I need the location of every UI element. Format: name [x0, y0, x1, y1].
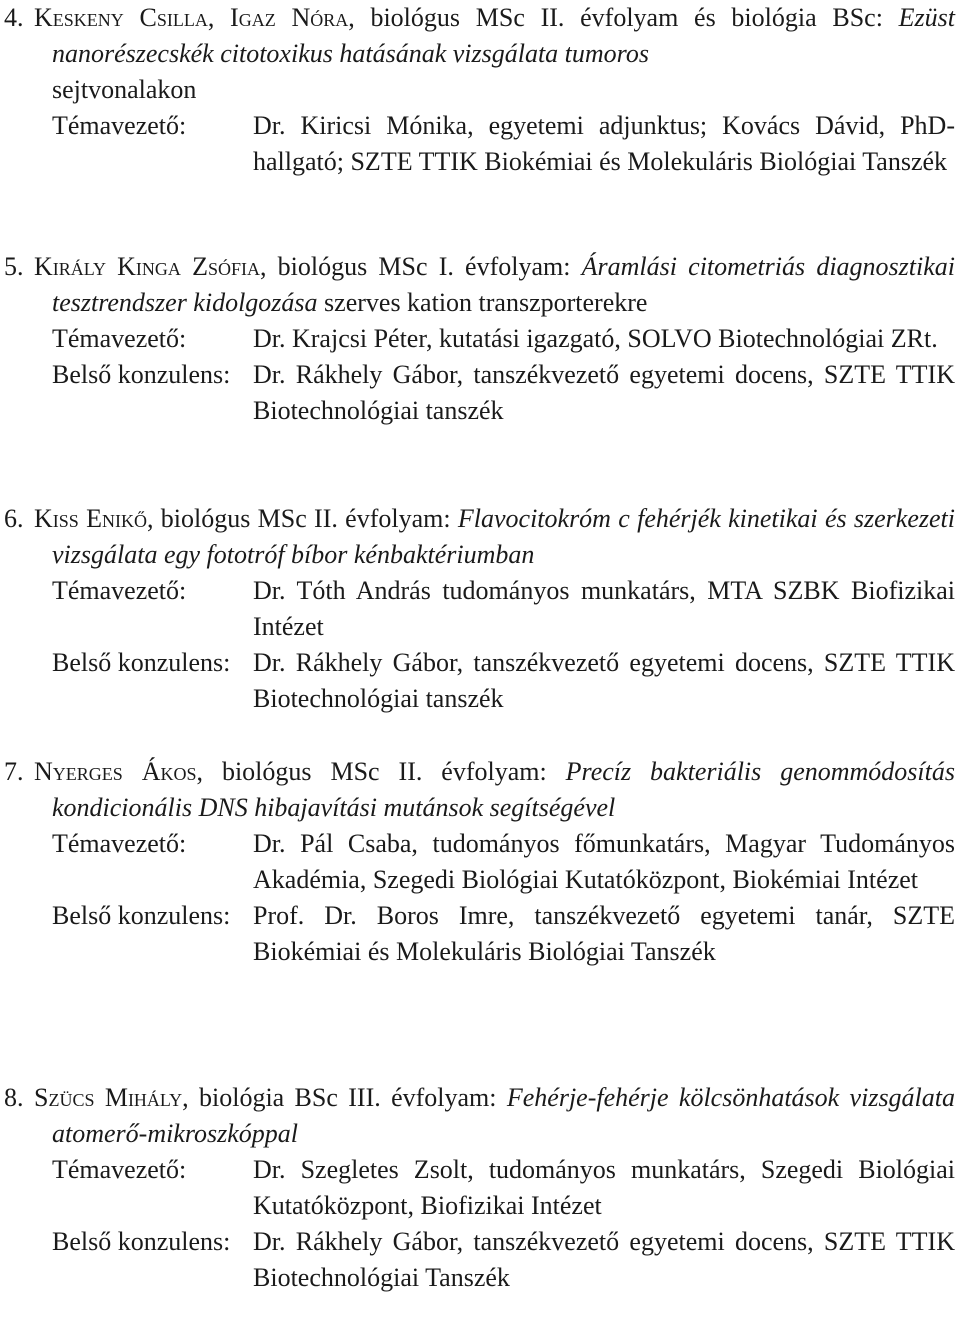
- entry-heading: [0, 249, 955, 321]
- thesis-title: Ezüst nanorészecskék citotoxikus hatásának vizsgálata tumoros: [52, 3, 956, 68]
- entry-heading: [0, 754, 955, 826]
- thesis-entry: [0, 1080, 955, 1296]
- supervisor-row: [0, 321, 955, 357]
- thesis-entry: [0, 754, 955, 970]
- entry-heading: [0, 0, 955, 72]
- supervisor-row: [0, 1152, 955, 1224]
- supervisor-details: Dr. Krajcsi Péter, kutatási igazgató, SOLVO Biotechnológiai ZRt.: [253, 324, 938, 353]
- student-name: Király Kinga Zsófia: [34, 252, 260, 281]
- supervisor-details: Dr. Pál Csaba, tudományos főmunkatárs, Magyar Tudományos Akadémia, Szegedi Biológiai Kutatóközpont, Biokémiai Intézet: [253, 829, 955, 894]
- student-name: Szücs Mihály: [34, 1083, 183, 1112]
- program-year: , biológus MSc II. évfolyam:: [196, 757, 566, 786]
- entry-number: 5.: [4, 252, 24, 281]
- thesis-title: Flavocitokróm c fehérjék kinetikai és szerkezeti vizsgálata egy fototróf bíbor kénbaktériumban: [52, 504, 955, 569]
- supervisor-row: [0, 573, 955, 645]
- entry-number: 6.: [4, 504, 24, 533]
- consultant-details: Prof. Dr. Boros Imre, tanszékvezető egyetemi tanár, SZTE Biokémiai és Molekuláris Biológiai Tanszék: [253, 901, 955, 966]
- supervisor-role: Témavezető:: [52, 829, 187, 858]
- consultant-role: Belső konzulens:: [52, 901, 231, 930]
- supervisor-details: Dr. Szegletes Zsolt, tudományos munkatárs, Szegedi Biológiai Kutatóközpont, Biofizikai Intézet: [253, 1155, 955, 1220]
- student-name: Keskeny Csilla, Igaz Nóra: [34, 3, 349, 32]
- program-year: , biológus MSc II. évfolyam:: [146, 504, 458, 533]
- consultant-details: Dr. Rákhely Gábor, tanszékvezető egyetemi docens, SZTE TTIK Biotechnológiai tanszék: [253, 360, 955, 425]
- student-name: Nyerges Ákos: [34, 757, 197, 786]
- entry-heading-tail: [0, 72, 955, 108]
- consultant-row: [0, 1224, 955, 1296]
- entry-heading: [0, 1080, 955, 1152]
- supervisor-role: Témavezető:: [52, 111, 187, 140]
- supervisor-role: Témavezető:: [52, 324, 187, 353]
- thesis-entry: [0, 501, 955, 717]
- thesis-title: Precíz bakteriális genommódosítás kondicionális DNS hibajavítási mutánsok segítségével: [52, 757, 955, 822]
- supervisor-role: Témavezető:: [52, 576, 187, 605]
- program-year: , biológus MSc I. évfolyam:: [260, 252, 582, 281]
- consultant-row: [0, 898, 955, 970]
- thesis-title-tail: sejtvonalakon: [52, 75, 197, 104]
- entry-number: 4.: [4, 3, 24, 32]
- consultant-details: Dr. Rákhely Gábor, tanszékvezető egyetemi docens, SZTE TTIK Biotechnológiai tanszék: [253, 648, 955, 713]
- thesis-title: Áramlási citometriás diagnosztikai tesztrendszer kidolgozása: [52, 252, 955, 317]
- supervisor-row: [0, 826, 955, 898]
- thesis-entry: [0, 249, 955, 429]
- thesis-title: Fehérje-fehérje kölcsönhatások vizsgálata atomerő-mikroszkóppal: [52, 1083, 956, 1148]
- consultant-role: Belső konzulens:: [52, 648, 231, 677]
- program-year: , biológus MSc II. évfolyam és biológia BSc:: [348, 3, 899, 32]
- supervisor-row: [0, 108, 955, 180]
- supervisor-details: Dr. Tóth András tudományos munkatárs, MTA SZBK Biofizikai Intézet: [253, 576, 955, 641]
- consultant-role: Belső konzulens:: [52, 360, 231, 389]
- thesis-entry: [0, 0, 955, 180]
- consultant-row: [0, 645, 955, 717]
- consultant-details: Dr. Rákhely Gábor, tanszékvezető egyetemi docens, SZTE TTIK Biotechnológiai Tanszék: [253, 1227, 955, 1292]
- entry-number: 7.: [4, 757, 24, 786]
- supervisor-details: Dr. Kiricsi Mónika, egyetemi adjunktus; Kovács Dávid, PhD-hallgató; SZTE TTIK Biokémiai és Molekuláris Biológiai Tanszék: [253, 111, 955, 176]
- supervisor-role: Témavezető:: [52, 1155, 187, 1184]
- thesis-title-tail: szerves kation transzporterekre: [317, 288, 648, 317]
- consultant-row: [0, 357, 955, 429]
- student-name: Kiss Enikő: [34, 504, 147, 533]
- entry-number: 8.: [4, 1083, 24, 1112]
- consultant-role: Belső konzulens:: [52, 1227, 231, 1256]
- entry-heading: [0, 501, 955, 573]
- program-year: , biológia BSc III. évfolyam:: [182, 1083, 507, 1112]
